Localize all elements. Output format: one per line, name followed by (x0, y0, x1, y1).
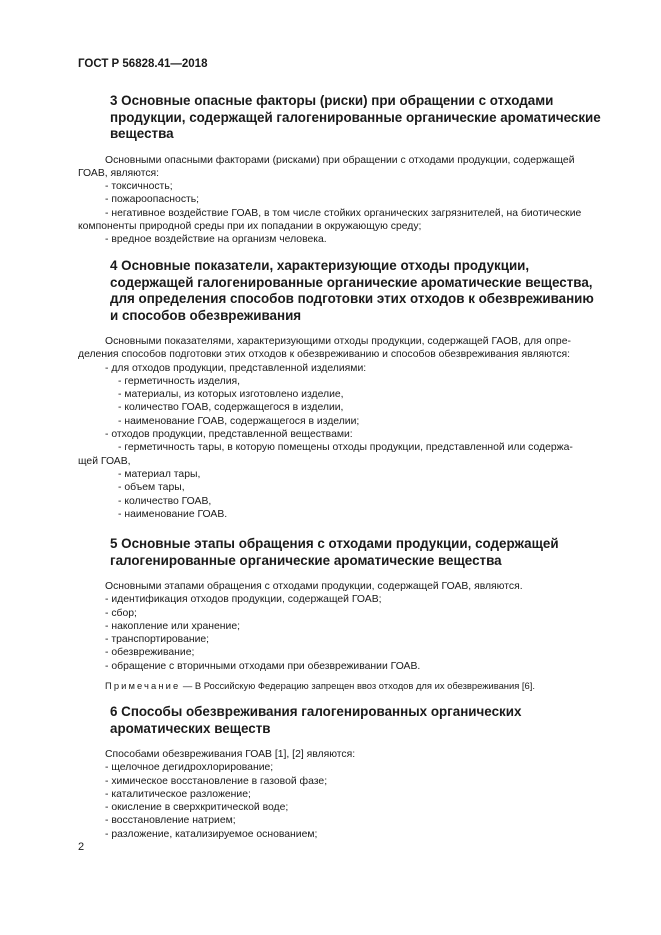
list-item: - вредное воздействие на организм человека. (105, 234, 327, 246)
list-item: - окисление в сверхкритической воде; (105, 802, 289, 814)
section-4 (78, 258, 614, 521)
title-line: и способов обезвреживания (110, 307, 302, 323)
list-item: - материал тары, (118, 468, 201, 480)
section-5 (78, 536, 614, 692)
title-line: 6 Способы обезвреживания галогенированных органических (110, 704, 522, 719)
title-line: 5 Основные этапы обращения с отходами продукции, содержащей (110, 536, 559, 551)
section-6 (78, 704, 614, 841)
title-line: галогенированные органические ароматические вещества (110, 552, 502, 568)
section-3-title (110, 93, 614, 143)
list-item: - разложение, катализируемое основанием; (105, 828, 318, 840)
paragraph-line: Основными опасными факторами (рисками) при обращении с отходами продукции, содержащей (105, 154, 575, 166)
list-group-title: - для отходов продукции, представленной изделиями: (105, 362, 367, 374)
note-text: — В Российскую Федерацию запрещен ввоз отходов для их обезвреживания [6]. (180, 680, 535, 692)
section-3 (78, 93, 614, 247)
list-item: - наименование ГОАВ. (118, 508, 228, 520)
paragraph-line: Основными показателями, характеризующими отходы продукции, содержащей ГАОВ, для опре- (105, 336, 571, 347)
title-line: продукции, содержащей галогенированные органические ароматические (110, 109, 601, 125)
section-3-body (78, 154, 614, 247)
section-4-body (78, 335, 614, 521)
paragraph-line: Основными этапами обращения с отходами продукции, содержащей ГОАВ, являются. (105, 581, 523, 592)
list-item: - сбор; (105, 607, 137, 619)
title-line: для определения способов подготовки этих отходов к обезвреживанию (110, 291, 594, 306)
list-item: - идентификация отходов продукции, содержащей ГОАВ; (105, 594, 382, 606)
section-5-title (110, 536, 614, 569)
list-item: - щелочное дегидрохлорирование; (105, 762, 274, 774)
section-4-title (110, 258, 614, 324)
note (78, 680, 614, 692)
list-item: - транспортирование; (105, 634, 210, 646)
title-line: 3 Основные опасные факторы (риски) при обращении с отходами (110, 93, 554, 108)
list-item: - герметичность тары, в которую помещены отходы продукции, представленной или содержа- (118, 442, 573, 454)
section-5-body (78, 580, 614, 673)
list-item: - объем тары, (118, 482, 185, 494)
paragraph-line: Способами обезвреживания ГОАВ [1], [2] являются: (105, 749, 356, 760)
title-line: вещества (110, 126, 174, 141)
title-line: содержащей галогенированные органические ароматические вещества, (110, 274, 593, 290)
list-item: - каталитическое разложение; (105, 788, 251, 800)
document-header: ГОСТ Р 56828.41—2018 (78, 58, 208, 70)
paragraph-line: ГОАВ, являются: (78, 167, 160, 179)
section-6-body (78, 748, 614, 841)
paragraph-line: деления способов подготовки этих отходов к обезвреживанию и способов обезвреживания являются: (78, 349, 571, 361)
list-item: - накопление или хранение; (105, 620, 241, 632)
list-item: - токсичность; (105, 181, 173, 193)
list-item: - количество ГОАВ, содержащегося в изделии, (118, 402, 344, 414)
list-item: - обезвреживание; (105, 647, 195, 659)
list-group-title: - отходов продукции, представленной веществами: (105, 429, 353, 441)
section-6-title (110, 704, 614, 737)
list-item: - негативное воздействие ГОАВ, в том числе стойких органических загрязнителей, на биотические (105, 207, 582, 219)
list-item-continuation: компоненты природной среды при их попадании в окружающую среду; (78, 220, 422, 232)
list-item: - химическое восстановление в газовой фазе; (105, 775, 328, 787)
list-item: - материалы, из которых изготовлено изделие, (118, 389, 344, 401)
page-number: 2 (78, 841, 85, 853)
list-item: - наименование ГОАВ, содержащегося в изделии; (118, 415, 360, 427)
list-item: - герметичность изделия, (118, 375, 241, 387)
list-item: - количество ГОАВ, (118, 495, 212, 507)
title-line: 4 Основные показатели, характеризующие отходы продукции, (110, 258, 530, 273)
list-item: - обращение с вторичными отходами при обезвреживании ГОАВ. (105, 660, 421, 672)
note-label: Примечание (105, 680, 181, 692)
list-item: - пожароопасность; (105, 194, 200, 206)
list-item: - восстановление натрием; (105, 815, 236, 827)
title-line: ароматических веществ (110, 720, 271, 736)
list-item-continuation: щей ГОАВ, (78, 455, 131, 467)
